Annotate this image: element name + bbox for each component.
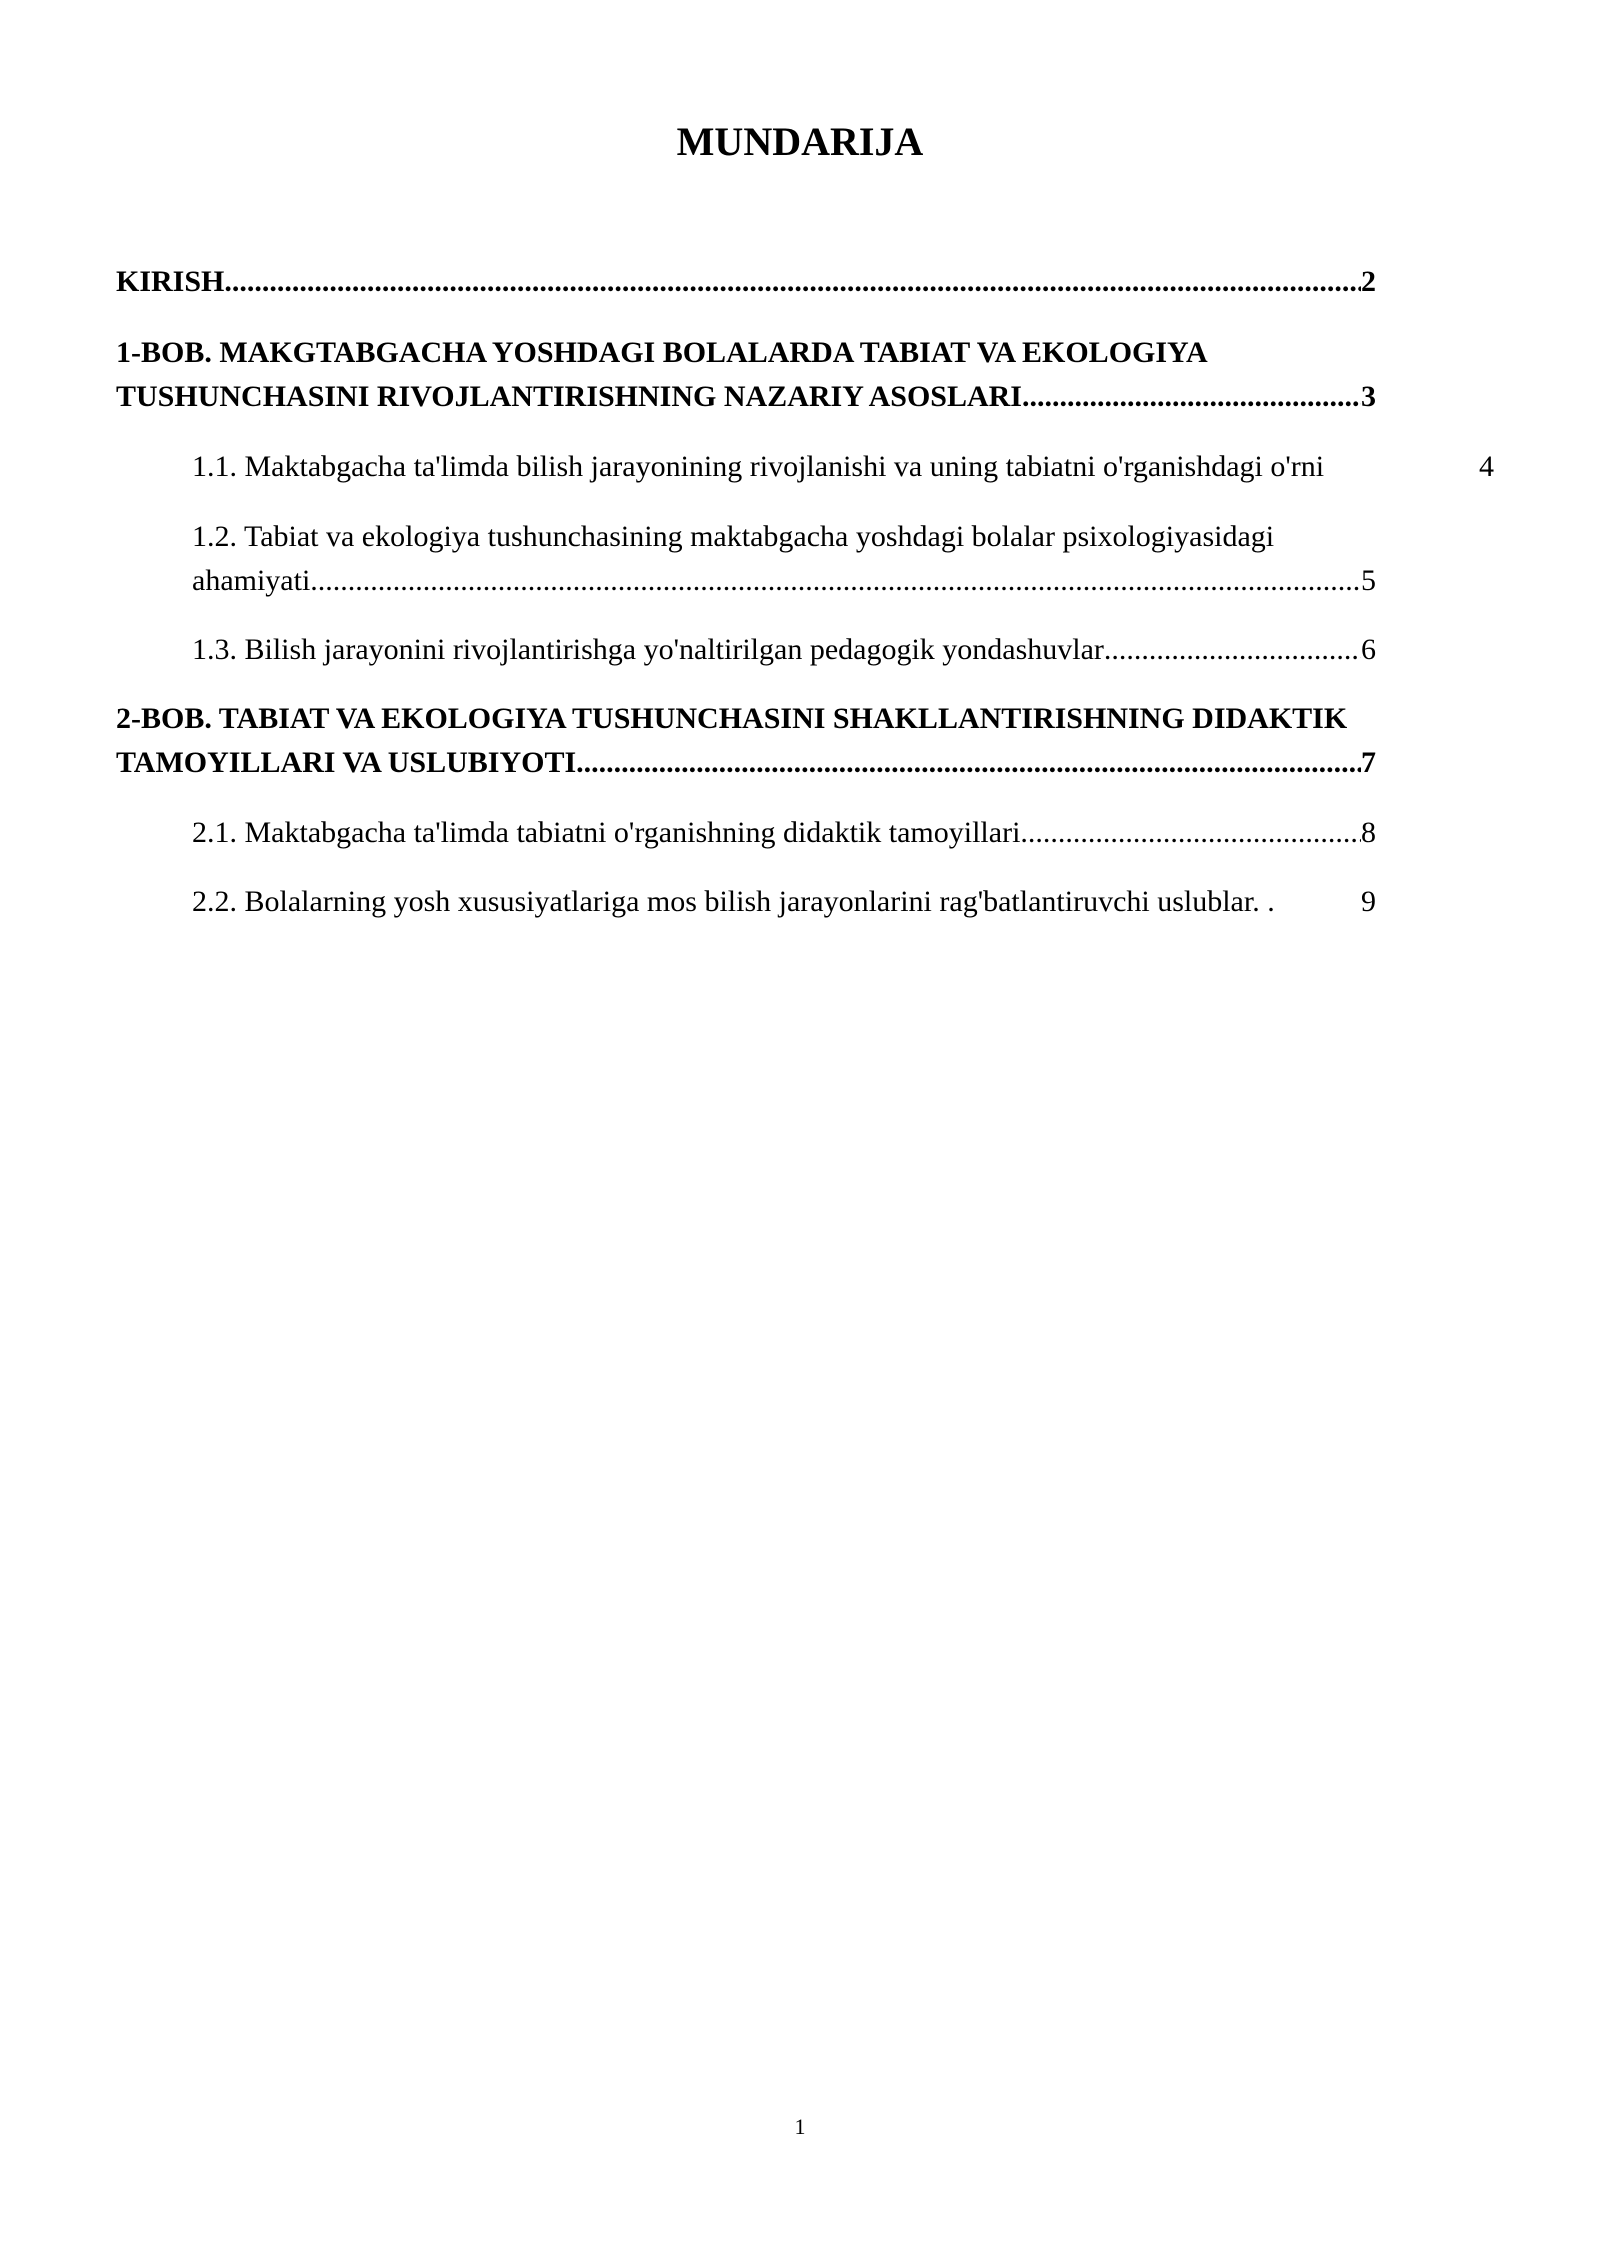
page-title: MUNDARIJA	[676, 119, 924, 164]
toc-entry-title: 2.1. Maktabgacha ta'limda tabiatni o'rganishning didaktik tamoyillari	[192, 816, 1021, 849]
toc-entry-page: 5	[1361, 564, 1376, 597]
toc-leader-dots	[576, 742, 1361, 784]
toc-entry-section-2-1[interactable]	[192, 812, 1376, 854]
toc-entry-page: 6	[1361, 633, 1376, 666]
toc-entry-title: 1.1. Maktabgacha ta'limda bilish jarayonining rivojlanishi va uning tabiatni o'rganishdagi o'rni	[192, 450, 1325, 483]
toc-entry-page: 3	[1361, 380, 1376, 413]
toc-entry-page: 9	[1361, 885, 1376, 918]
toc-entry-kirish[interactable]	[116, 261, 1376, 303]
toc-entry-title: 1.2. Tabiat va ekologiya tushunchasining maktabgacha yoshdagi bolalar psixologiyasidagi	[192, 520, 1275, 553]
toc-entry-section-1-2-line1[interactable]	[192, 516, 1412, 558]
toc-entry-section-1-2-line2[interactable]	[192, 560, 1376, 602]
toc-entry-title: 2-BOB. TABIAT VA EKOLOGIYA TUSHUNCHASINI SHAKLLANTIRISHNING DIDAKTIK	[116, 702, 1348, 735]
toc-entry-page: 4	[1479, 450, 1494, 483]
toc-entry-section-1-1[interactable]	[192, 446, 1494, 488]
toc-entry-section-1-3[interactable]	[192, 629, 1376, 671]
toc-entry-chapter-2-line2[interactable]	[116, 742, 1376, 784]
toc-entry-page: 8	[1361, 816, 1376, 849]
toc-entry-chapter-1-line1[interactable]	[116, 332, 1416, 374]
toc-entry-title: TAMOYILLARI VA USLUBIYOTI	[116, 746, 577, 779]
toc-leader-dots	[224, 261, 1361, 303]
toc-leader-dots	[1104, 629, 1361, 671]
toc-leader-dots	[1020, 812, 1361, 854]
page-number: 1	[794, 2114, 806, 2139]
toc-entry-title: ahamiyati	[192, 564, 311, 597]
toc-entry-chapter-1-line2[interactable]	[116, 376, 1376, 418]
toc-entry-title: 2.2. Bolalarning yosh xususiyatlariga mos bilish jarayonlarini rag'batlantiruvchi uslublar. .	[192, 885, 1275, 918]
toc-entry-page: 2	[1361, 265, 1376, 298]
toc-entry-title: 1-BOB. MAKGTABGACHA YOSHDAGI BOLALARDA TABIAT VA EKOLOGIYA	[116, 336, 1208, 369]
toc-entry-section-2-2[interactable]	[192, 881, 1376, 923]
toc-entry-title: TUSHUNCHASINI RIVOJLANTIRISHNING NAZARIY ASOSLARI	[116, 380, 1022, 413]
toc-entry-title: 1.3. Bilish jarayonini rivojlantirishga yo'naltirilgan pedagogik yondashuvlar	[192, 633, 1104, 666]
toc-entry-page: 7	[1361, 746, 1376, 779]
toc-entry-title: KIRISH	[116, 265, 225, 298]
toc-leader-dots	[310, 560, 1361, 602]
toc-entry-chapter-2-line1[interactable]	[116, 698, 1516, 740]
toc-leader-dots	[1022, 376, 1361, 418]
